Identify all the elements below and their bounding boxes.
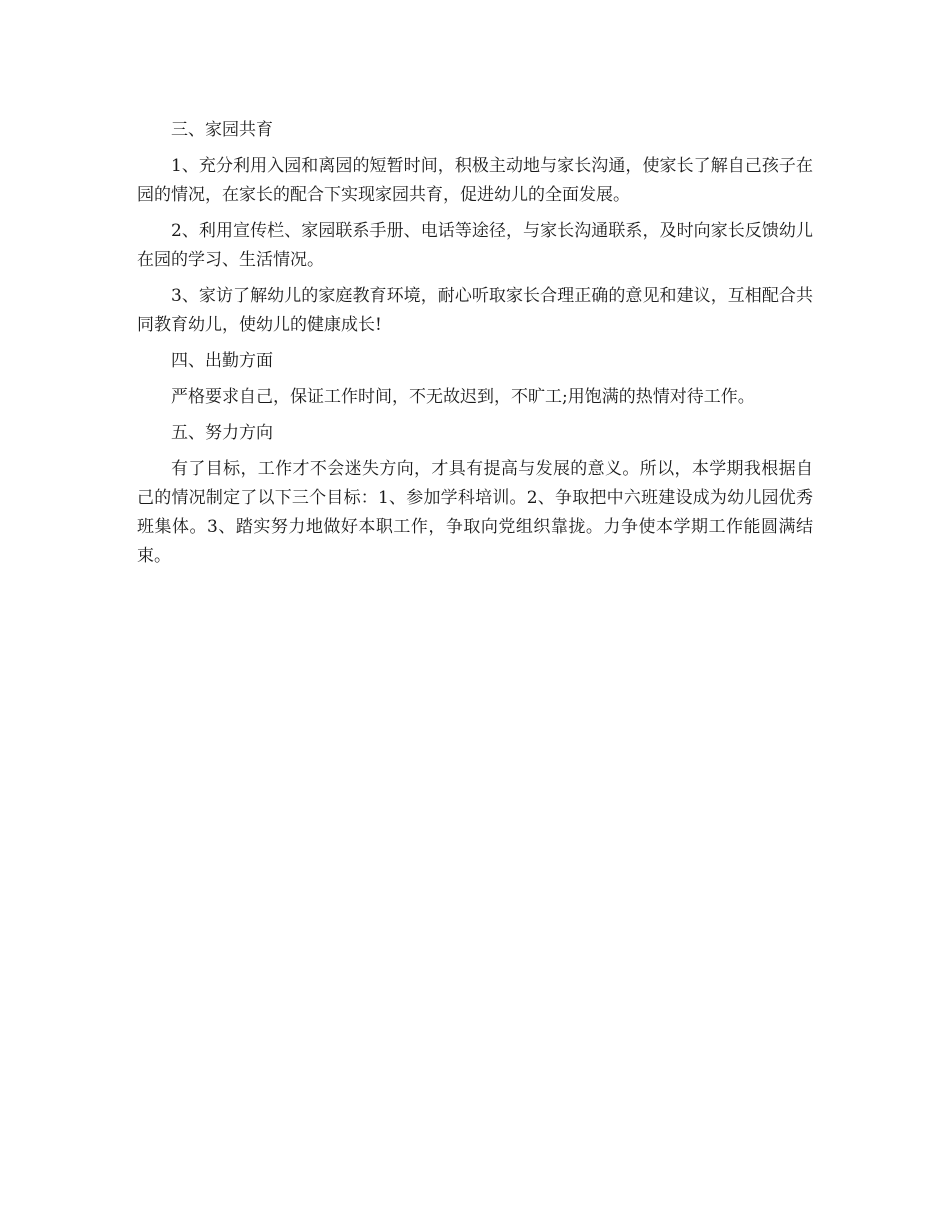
document-body	[137, 116, 813, 578]
paragraph: 3、家访了解幼儿的家庭教育环境，耐心听取家长合理正确的意见和建议，互相配合共同教育幼儿，使幼儿的健康成长!	[137, 286, 813, 335]
section-heading-direction: 五、努力方向	[171, 423, 273, 443]
paragraph: 1、充分利用入园和离园的短暂时间，积极主动地与家长沟通，使家长了解自己孩子在园的情况，在家长的配合下实现家园共育，促进幼儿的全面发展。	[137, 156, 813, 205]
section-heading-attendance: 四、出勤方面	[171, 351, 273, 371]
section-heading-home-school: 三、家园共育	[171, 120, 273, 140]
paragraph: 严格要求自己，保证工作时间，不无故迟到，不旷工;用饱满的热情对待工作。	[171, 387, 755, 407]
paragraph: 有了目标，工作才不会迷失方向，才具有提高与发展的意义。所以，本学期我根据自己的情况制定了以下三个目标：1、参加学科培训。2、争取把中六班建设成为幼儿园优秀班集体。3、踏实努力地做好本职工作，争取向党组织靠拢。力争使本学期工作能圆满结束。	[137, 459, 813, 566]
paragraph: 2、利用宣传栏、家园联系手册、电话等途径，与家长沟通联系，及时向家长反馈幼儿在园的学习、生活情况。	[137, 221, 813, 270]
